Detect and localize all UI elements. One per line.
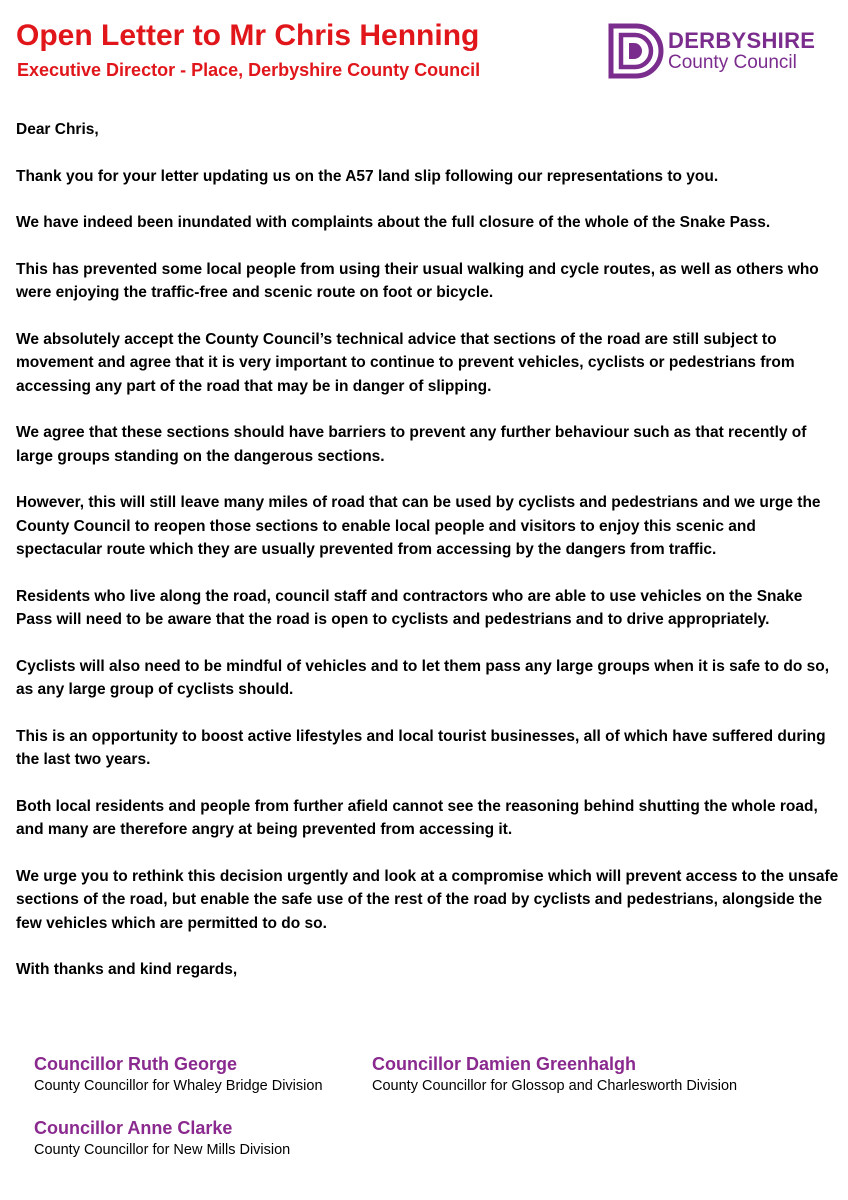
derbyshire-d-logo-icon xyxy=(608,23,664,79)
paragraph: This has prevented some local people from using their usual walking and cycle routes, as well as others who were enjoying the traffic-free and scenic route on foot or bicycle. xyxy=(16,260,819,301)
paragraph: We agree that these sections should have barriers to prevent any further behaviour such as that recently of large groups standing on the dangerous sections. xyxy=(16,424,807,465)
paragraph: We have indeed been inundated with complaints about the full closure of the whole of the Snake Pass. xyxy=(16,214,771,231)
paragraph: Thank you for your letter updating us on the A57 land slip following our representations to you. xyxy=(16,167,719,185)
letter-subtitle: Executive Director - Place, Derbyshire County Council xyxy=(17,60,481,80)
signatory-anne-clarke xyxy=(34,1116,290,1160)
paragraph: Both local residents and people from further afield cannot see the reasoning behind shutting the whole road, and many are therefore angry at being prevented from accessing it. xyxy=(16,797,818,838)
signatory-damien-greenhalgh xyxy=(372,1052,737,1096)
paragraph: We urge you to rethink this decision urgently and look at a compromise which will prevent access to the unsafe sections of the road, but enable the safe use of the rest of the road by cyclists and pedestrians, alongside the few vehicles which are permitted to do so. xyxy=(16,867,839,932)
signatory-role: County Councillor for Glossop and Charlesworth Division xyxy=(372,1078,738,1094)
signatory-role: County Councillor for New Mills Division xyxy=(34,1142,291,1158)
salutation: Dear Chris, xyxy=(16,121,99,138)
signatory-name: Councillor Anne Clarke xyxy=(34,1118,233,1138)
signatory-ruth-george xyxy=(34,1052,323,1096)
signatory-role: County Councillor for Whaley Bridge Division xyxy=(34,1078,323,1094)
paragraph: However, this will still leave many miles of road that can be used by cyclists and pedestrians and we urge the County Council to reopen those sections to enable local people and visitors to enjoy this scenic and spectacular route which they are usually prevented from accessing by the dangers from traffic. xyxy=(16,494,821,558)
letter-title: Open Letter to Mr Chris Henning xyxy=(16,19,480,52)
paragraph: Residents who live along the road, council staff and contractors who are able to use vehicles on the Snake Pass will need to be aware that the road is open to cyclists and pedestrians and to drive appropriately. xyxy=(16,587,803,628)
paragraph: Cyclists will also need to be mindful of vehicles and to let them pass any large groups when it is safe to do so, as any large group of cyclists should. xyxy=(16,657,830,698)
paragraph: We absolutely accept the County Council’s technical advice that sections of the road are still subject to movement and agree that it is very important to continue to prevent vehicles, cyclists or pedestrians from accessing any part of the road that may be in danger of slipping. xyxy=(16,330,795,395)
logo-text xyxy=(668,30,815,72)
paragraph: This is an opportunity to boost active lifestyles and local tourist businesses, all of which have suffered during the last two years. xyxy=(16,727,826,768)
letter-body xyxy=(16,118,842,1005)
signatory-name: Councillor Ruth George xyxy=(34,1054,238,1074)
logo-line-1: DERBYSHIRE xyxy=(668,28,816,53)
derbyshire-logo xyxy=(608,22,824,80)
signoff: With thanks and kind regards, xyxy=(16,961,238,978)
letter-header xyxy=(16,18,480,82)
signatory-name: Councillor Damien Greenhalgh xyxy=(372,1054,637,1074)
logo-line-2: County Council xyxy=(668,52,797,73)
